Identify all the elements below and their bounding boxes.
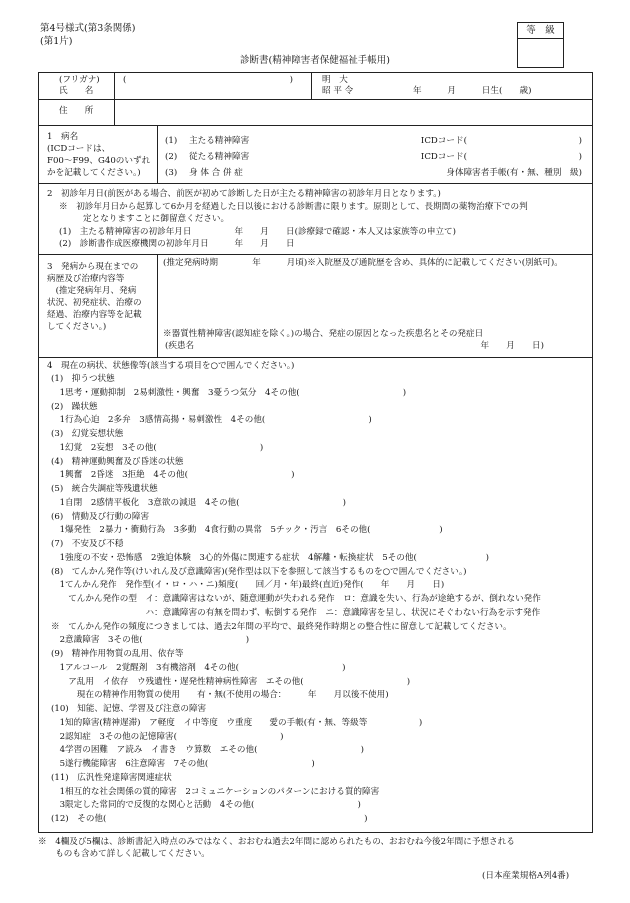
disability-handbook-field[interactable]: 身体障害者手帳(有・無、種別 級) (446, 168, 582, 178)
diagnosis-label-3: F00～F99、G40のいずれ (47, 156, 151, 166)
history-text-area[interactable] (163, 270, 583, 322)
disease-name-field[interactable]: (疾患名 (165, 341, 195, 351)
physical-complication-label: 身 体 合 併 症 (189, 168, 243, 178)
initial-exam-note-2: 定となりますことに御留意ください。 (83, 214, 230, 224)
status-line-15: (8) てんかん発作等(けいれん及び意識障害)(発作型は以下を参照して該当するものを○で囲んでください。) (51, 566, 467, 577)
status-line-29[interactable]: 5遂行機能障害 6注意障害 7その他( ) (51, 759, 315, 769)
status-line-18[interactable]: ハ：意識障害の有無を問わず、転倒する発作 ニ：意識障害を呈し、状況にそぐわない行為を示す発作 (51, 607, 541, 618)
status-line-28[interactable]: 4学習の困難 ア読み イ書き ウ算数 エその他( ) (51, 745, 364, 756)
diagnosis-label-4: かを記載してください。) (47, 168, 141, 178)
status-line-9: (5) 統合失調症等残遺状態 (51, 484, 158, 494)
history-label-4: 状況、初発症状、治療の (47, 298, 142, 308)
history-label-2: 病歴及び治療内容等 (47, 274, 125, 284)
page-title: 診断書(精神障害者保健福祉手帳用) (240, 55, 390, 66)
main-disorder-icd[interactable]: ICDコード( ) (420, 136, 582, 146)
status-line-2[interactable]: 1思考・運動抑制 2易刺激性・興奮 3憂うつ気分 4その他( ) (51, 387, 407, 398)
disease-onset-date[interactable]: 年 月 日) (480, 341, 544, 351)
status-line-32[interactable]: 3限定した常同的で反復的な関心と活動 4その他( ) (51, 800, 361, 811)
facility-initial-exam-date[interactable]: (2) 診断書作成医療機関の初診年月日 年 月 日 (59, 239, 295, 249)
status-line-16[interactable]: 1てんかん発作 発作型(イ・ロ・ハ・ニ)頻度( 回／月・年)最終(直近)発作( 年 月 日) (51, 580, 445, 591)
status-line-12[interactable]: 1爆発性 2暴力・衝動行為 3多動 4食行動の異常 5チック・汚言 6その他( ) (51, 525, 443, 536)
status-line-13: (7) 不安及び不穏 (51, 539, 124, 549)
diagnosis-no-1: (1) (165, 136, 178, 146)
diagnosis-no-2: (2) (165, 152, 178, 162)
status-line-24[interactable]: 現在の精神作用物質の使用 有・無(不使用の場合： 年 月以後不使用) (51, 690, 389, 701)
sub-disorder-icd[interactable]: ICDコード( ) (420, 152, 582, 162)
paper-standard: (日本産業規格A列4番) (482, 871, 570, 881)
status-line-3: (2) 躁状態 (51, 401, 98, 412)
status-heading: 4 現在の病状、状態像等(該当する項目を○で囲んでください。) (47, 361, 295, 371)
history-label-5: 経過、治療内容等を記載 (47, 310, 142, 320)
status-line-5: (3) 幻覚妄想状態 (51, 429, 124, 439)
status-line-20[interactable]: 2意識障害 3その他( ) (51, 635, 250, 646)
furigana-input[interactable]: ( ) (123, 75, 293, 85)
estimated-onset-field[interactable]: (推定発病時期 年 月頃)※入院歴及び通院歴を含め、具体的に記載してください(別紙可)。 (163, 258, 563, 268)
main-initial-exam-date[interactable]: (1) 主たる精神障害の初診年月日 年 月 日(診療録で確認・本人又は家族等の申立て) (59, 227, 457, 237)
main-disorder-label: 主たる精神障害 (189, 136, 250, 146)
footnote-line-1: ※ 4欄及び5欄は、診断書記入時点のみではなく、おおむね過去2年間に認められたもの、おおむね今後2年間に予想される (38, 837, 515, 847)
status-line-23[interactable]: ア乱用 イ依存 ウ残遺性・遅発性精神病性障害 エその他( ) (51, 676, 411, 687)
status-line-30: (11) 広汎性発達障害関連症状 (51, 772, 172, 783)
address-label: 住 所 (59, 106, 94, 116)
history-label-3: (推定発病年月、発病 (47, 286, 137, 296)
era-showa-heisei-reiwa[interactable]: 昭 平 令 (322, 86, 354, 96)
status-line-4[interactable]: 1行為心迫 2多弁 3感情高揚・易刺激性 4その他( ) (51, 415, 372, 426)
furigana-label: (フリガナ) (59, 75, 100, 85)
initial-exam-note-1: ※ 初診年月日から起算して6か月を経過した日以後における診断書に限ります。原則として、長期間の薬物治療下での判 (59, 202, 528, 212)
page-indicator: (第1片) (40, 36, 73, 47)
sub-disorder-label: 従たる精神障害 (189, 152, 250, 162)
status-line-19: ※ てんかん発作の頻度につきましては、過去2年間の平均で、最終発作時期との整合性に留意して記載してください。 (51, 621, 512, 632)
status-line-27[interactable]: 2認知症 3その他の記憶障害( ) (51, 731, 284, 742)
diagnosis-label-1: 1 病名 (47, 132, 79, 142)
status-line-33: (12) その他( ) (51, 814, 368, 824)
status-line-14[interactable]: 1強度の不安・恐怖感 2強迫体験 3心的外傷に関連する症状 4解離・転換症状 5その他( ) (51, 552, 489, 563)
organic-disorder-note: ※器質性精神障害(認知症を除く。)の場合、発症の原因となった疾患名とその発症日 (163, 329, 484, 339)
status-line-21: (9) 精神作用物質の乱用、依存等 (51, 649, 184, 659)
diagnosis-no-3: (3) (165, 168, 178, 178)
status-line-17[interactable]: てんかん発作の型 イ：意識障害はないが、随意運動が失われる発作 ロ：意識を失い、行為が途絶するが、倒れない発作 (51, 594, 541, 604)
status-line-7: (4) 精神運動興奮及び昏迷の状態 (51, 456, 184, 467)
status-line-8[interactable]: 1興奮 2昏迷 3拒絶 4その他( ) (51, 470, 295, 481)
history-label-6: してください。) (47, 322, 107, 332)
status-line-22[interactable]: 1アルコール 2覚醒剤 3有機溶剤 4その他( ) (51, 662, 346, 673)
diagnosis-label-2: (ICDコードは、 (47, 144, 111, 154)
form-number: 第4号様式(第3条関係) (40, 23, 136, 34)
status-line-10[interactable]: 1自閉 2感情平板化 3意欲の減退 4その他( ) (51, 497, 346, 508)
birth-date-fields[interactable]: 年 月 日生( 歳) (413, 86, 532, 96)
era-meiji-taisho[interactable]: 明 大 (322, 75, 348, 85)
form-frame (38, 72, 593, 833)
status-line-11: (6) 情動及び行動の障害 (51, 511, 150, 522)
status-line-26[interactable]: 1知的障害(精神遅滞) ア軽度 イ中等度 ウ重度 愛の手帳(有・無、等級等 ) (51, 717, 423, 728)
history-label-1: 3 発病から現在までの (47, 262, 139, 272)
footnote-line-2: ものも含めて詳しく記載してください。 (38, 849, 210, 859)
name-label: 氏 名 (59, 86, 94, 96)
status-line-1: (1) 抑うつ状態 (51, 374, 115, 384)
status-line-6[interactable]: 1幻覚 2妄想 3その他( ) (51, 442, 264, 453)
status-line-31[interactable]: 1相互的な社会関係の質的障害 2コミュニケーションのパターンにおける質的障害 (51, 786, 380, 797)
status-line-25: (10) 知能、記憶、学習及び注意の障害 (51, 704, 207, 714)
initial-exam-heading: 2 初診年月日(前医がある場合、前医が初めて診断した日が主たる精神障害の初診年月日となります。) (47, 189, 441, 199)
address-input[interactable] (123, 106, 583, 120)
grade-label: 等 級 (518, 23, 563, 39)
